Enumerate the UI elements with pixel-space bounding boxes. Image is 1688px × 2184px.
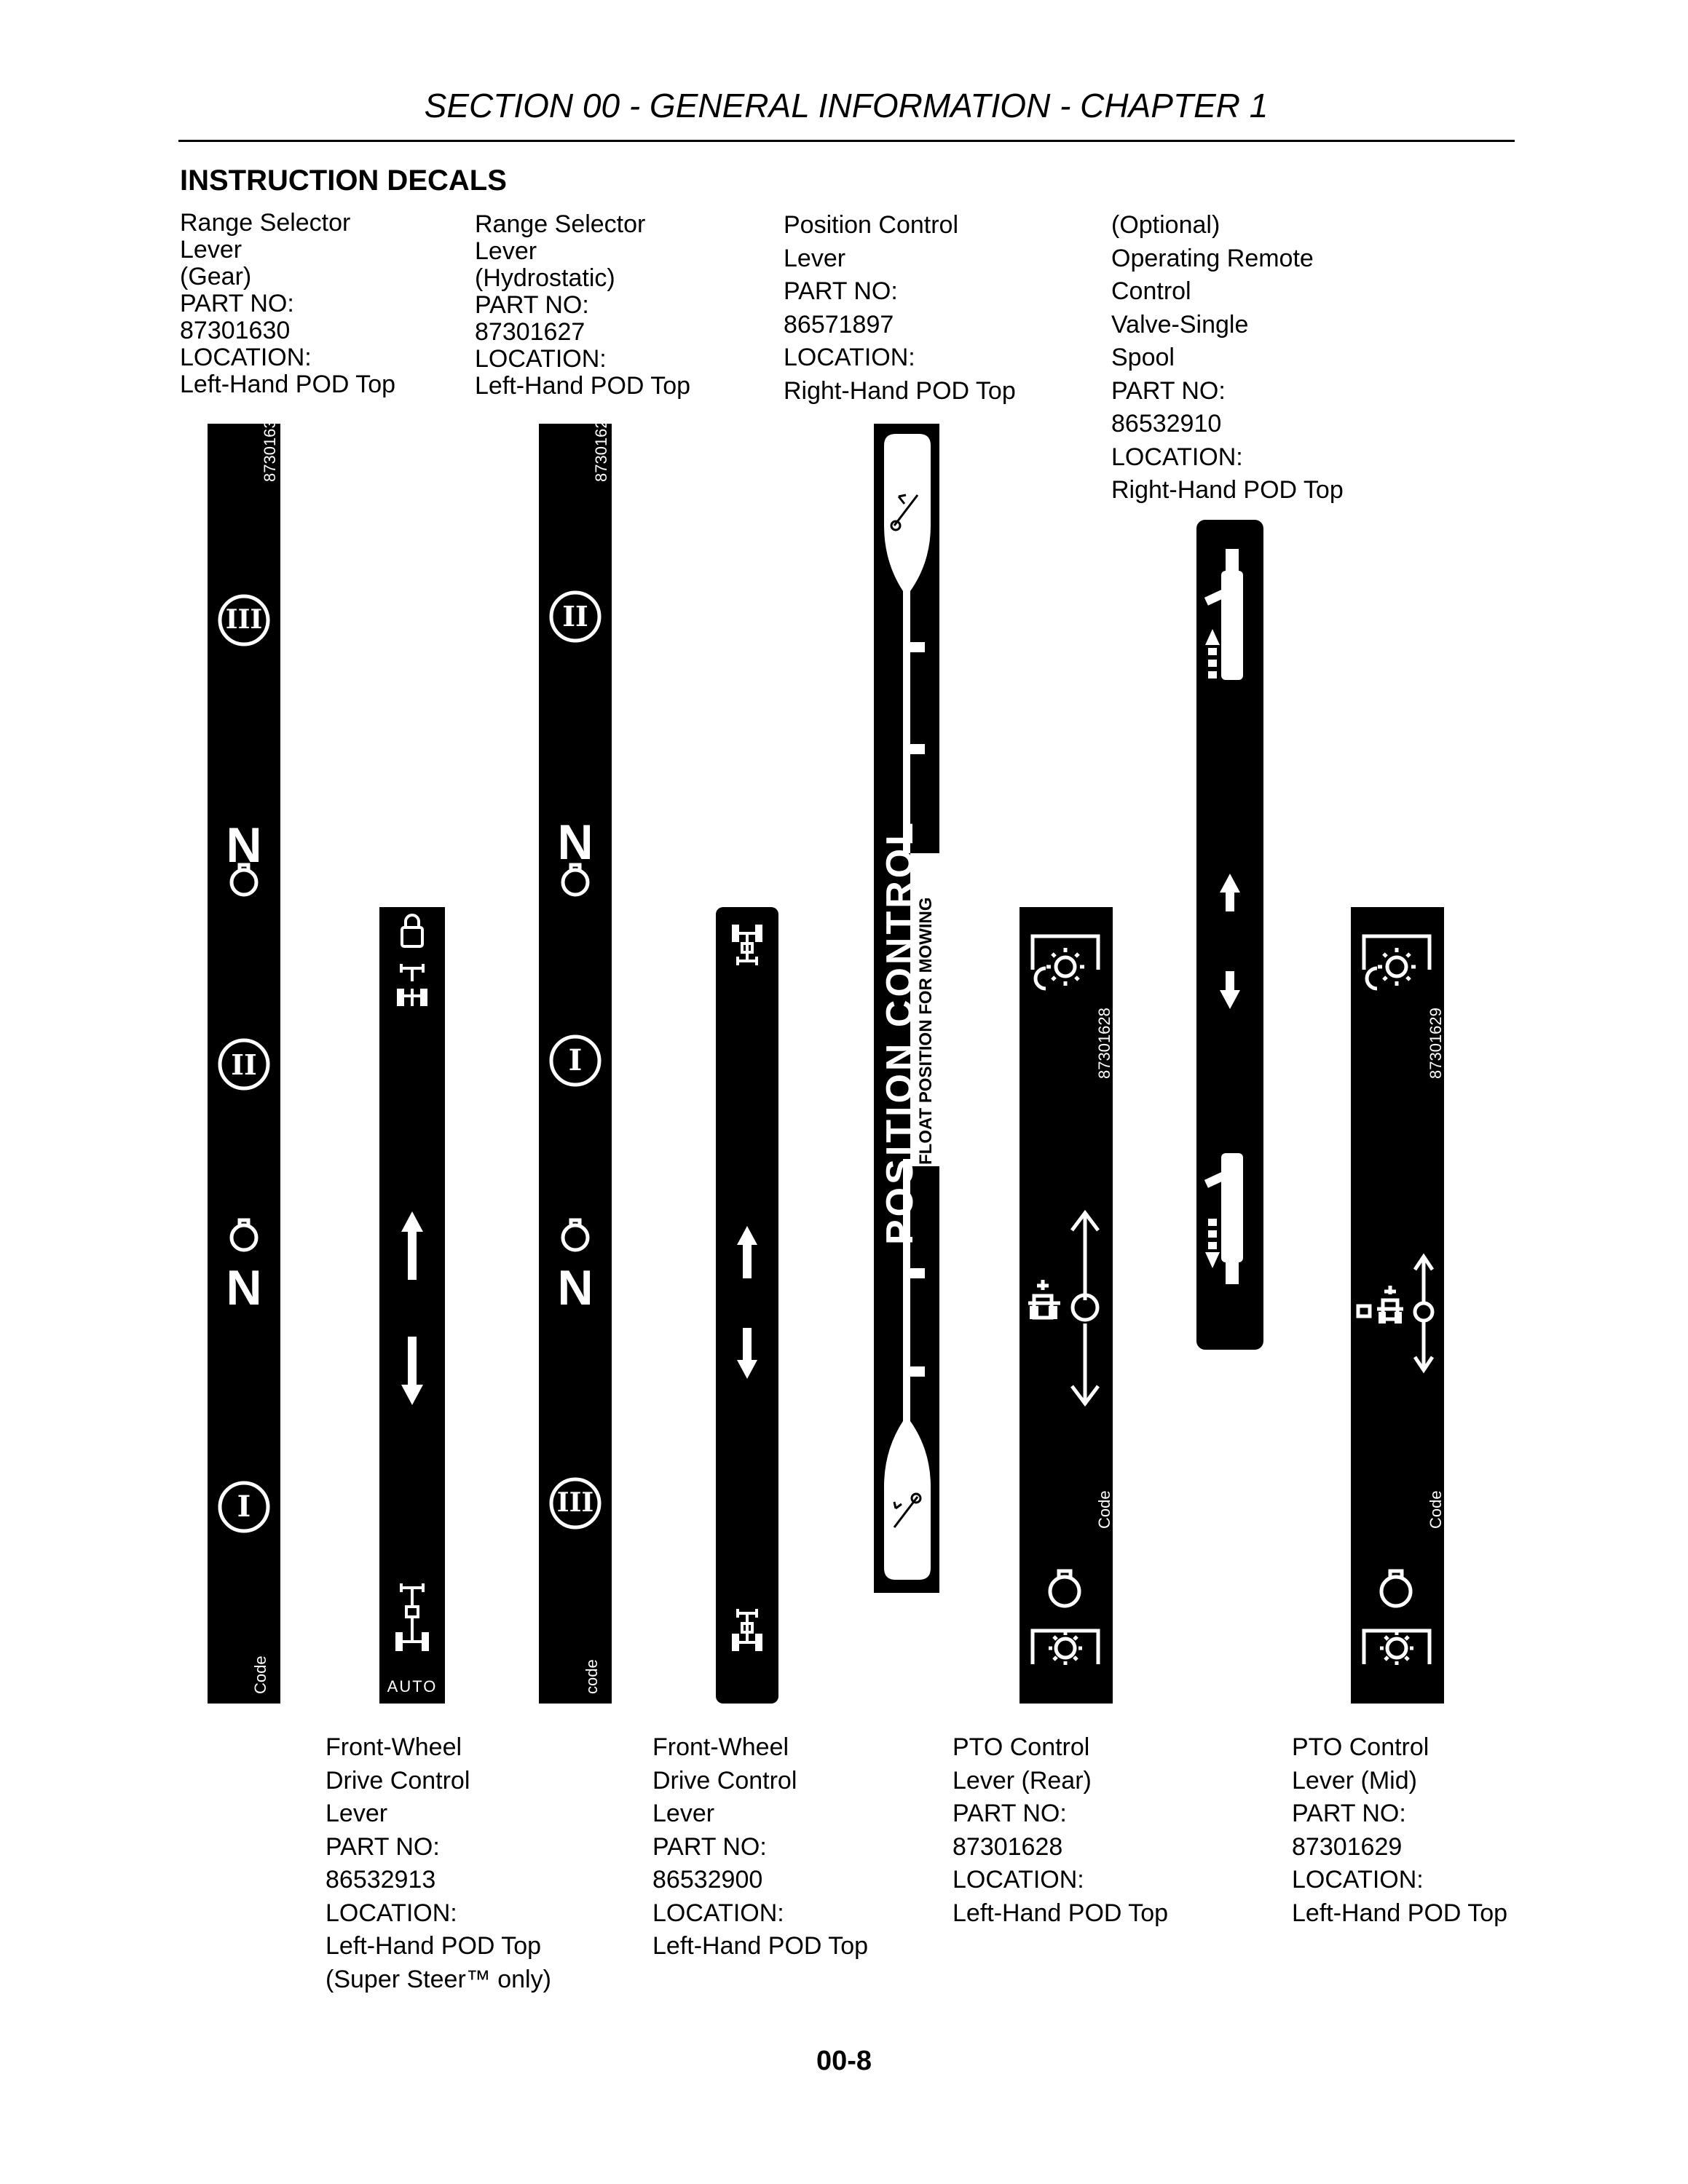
header-rule bbox=[178, 140, 1515, 142]
caption-line: (Optional) bbox=[1111, 211, 1220, 239]
position-N: N bbox=[557, 1260, 593, 1315]
caption-fwd bbox=[652, 1731, 868, 1963]
caption-line: Range Selector bbox=[180, 209, 351, 237]
decal-fwd-super-steer bbox=[379, 907, 445, 1704]
position-N: N bbox=[226, 1260, 262, 1315]
caption-line: Lever (Mid) bbox=[1292, 1766, 1417, 1795]
caption-range-selector-hydro bbox=[475, 211, 690, 400]
caption-line: Left-Hand POD Top bbox=[652, 1932, 869, 1960]
page-number: 00-8 bbox=[816, 2046, 872, 2076]
caption-line: LOCATION: bbox=[180, 344, 312, 371]
caption-line: Lever bbox=[784, 244, 846, 272]
caption-line: (Hydrostatic) bbox=[475, 264, 615, 292]
caption-fwd-super-steer bbox=[326, 1731, 551, 1996]
position-control-title: POSITION CONTROL bbox=[879, 820, 921, 1245]
position-II: II bbox=[231, 1048, 257, 1081]
caption-line: LOCATION: bbox=[784, 344, 915, 371]
caption-line: Drive Control bbox=[326, 1766, 470, 1795]
caption-line: Valve-Single bbox=[1111, 310, 1249, 339]
caption-line: LOCATION: bbox=[953, 1866, 1084, 1894]
caption-line: Left-Hand POD Top bbox=[1292, 1899, 1508, 1927]
decal-range-selector-gear bbox=[208, 419, 280, 1704]
caption-line: Drive Control bbox=[652, 1766, 797, 1795]
position-N: N bbox=[226, 818, 262, 873]
caption-line: Operating Remote bbox=[1111, 244, 1314, 272]
caption-pto-rear bbox=[953, 1731, 1168, 1930]
caption-position-control bbox=[784, 209, 1016, 408]
decal-pto-mid bbox=[1351, 907, 1444, 1704]
caption-line: LOCATION: bbox=[326, 1899, 457, 1927]
caption-line: 86571897 bbox=[784, 310, 894, 339]
caption-line: PTO Control bbox=[1292, 1733, 1429, 1761]
decal-code: Code bbox=[251, 1655, 269, 1694]
decal-graphics bbox=[379, 907, 445, 1704]
position-N: N bbox=[557, 815, 593, 870]
decal-part-number: 8730162 bbox=[592, 419, 610, 482]
caption-line: 86532900 bbox=[652, 1866, 763, 1894]
decal-code: Code bbox=[1095, 1490, 1113, 1529]
caption-line: Right-Hand POD Top bbox=[1111, 476, 1344, 504]
caption-line: 87301627 bbox=[475, 318, 585, 346]
caption-line: Lever bbox=[475, 237, 537, 265]
caption-remote-valve bbox=[1111, 209, 1344, 507]
caption-line: Lever bbox=[180, 236, 242, 264]
caption-line: Control bbox=[1111, 277, 1191, 305]
position-II: II bbox=[562, 600, 588, 633]
caption-line: Front-Wheel bbox=[652, 1733, 789, 1761]
caption-line: PART NO: bbox=[953, 1800, 1067, 1827]
decal-code: code bbox=[583, 1659, 601, 1694]
caption-line: Position Control bbox=[784, 211, 959, 239]
caption-line: LOCATION: bbox=[652, 1899, 784, 1927]
caption-line: Left-Hand POD Top bbox=[180, 371, 396, 398]
page-header: SECTION 00 - GENERAL INFORMATION - CHAPTER 1 bbox=[424, 87, 1269, 124]
caption-line: PART NO: bbox=[1111, 376, 1226, 405]
decal-pto-rear bbox=[1019, 907, 1113, 1704]
caption-line: PART NO: bbox=[180, 290, 294, 317]
caption-line: Lever (Rear) bbox=[953, 1766, 1092, 1795]
caption-line: Left-Hand POD Top bbox=[953, 1899, 1169, 1927]
position-control-subtitle: FLOAT POSITION FOR MOWING bbox=[916, 897, 936, 1165]
caption-line: 86532910 bbox=[1111, 410, 1222, 438]
caption-line: PART NO: bbox=[475, 291, 589, 319]
caption-line: 86532913 bbox=[326, 1866, 436, 1894]
caption-line: 87301630 bbox=[180, 317, 291, 344]
caption-line: Front-Wheel bbox=[326, 1733, 462, 1761]
caption-line: PART NO: bbox=[784, 277, 898, 305]
caption-line: PART NO: bbox=[326, 1832, 440, 1861]
decal-part-number: 8730163 bbox=[261, 419, 279, 482]
position-III: III bbox=[225, 604, 263, 635]
decal-code: Code bbox=[1427, 1490, 1445, 1529]
caption-line: Left-Hand POD Top bbox=[475, 372, 691, 400]
auto-label: AUTO bbox=[387, 1677, 438, 1696]
caption-line: LOCATION: bbox=[475, 345, 607, 373]
caption-line: (Super Steer™ only) bbox=[326, 1965, 551, 1993]
caption-line: Spool bbox=[1111, 344, 1175, 371]
caption-line: 87301629 bbox=[1292, 1832, 1403, 1861]
decal-graphics bbox=[1196, 520, 1263, 1350]
position-III: III bbox=[556, 1487, 594, 1518]
section-title: INSTRUCTION DECALS bbox=[180, 165, 507, 197]
caption-line: Range Selector bbox=[475, 210, 646, 238]
caption-line: PART NO: bbox=[652, 1832, 767, 1861]
decal-graphics bbox=[716, 907, 778, 1704]
caption-line: PART NO: bbox=[1292, 1800, 1406, 1827]
decal-remote-valve bbox=[1196, 520, 1263, 1350]
caption-line: LOCATION: bbox=[1111, 443, 1243, 471]
caption-line: Left-Hand POD Top bbox=[326, 1932, 542, 1960]
decal-fwd bbox=[716, 907, 778, 1704]
caption-pto-mid bbox=[1292, 1731, 1507, 1930]
caption-range-selector-gear bbox=[180, 210, 395, 398]
caption-line: Right-Hand POD Top bbox=[784, 376, 1016, 405]
decal-range-selector-hydro bbox=[539, 419, 612, 1704]
caption-line: Lever bbox=[652, 1800, 715, 1827]
decal-position-control bbox=[874, 424, 939, 1593]
caption-line: PTO Control bbox=[953, 1733, 1090, 1761]
caption-line: 87301628 bbox=[953, 1832, 1063, 1861]
caption-line: (Gear) bbox=[180, 263, 252, 290]
caption-line: LOCATION: bbox=[1292, 1866, 1424, 1894]
caption-line: Lever bbox=[326, 1800, 388, 1827]
position-I: I bbox=[237, 1489, 251, 1524]
decal-part-number: 87301628 bbox=[1095, 1008, 1113, 1079]
decal-part-number: 87301629 bbox=[1427, 1008, 1445, 1079]
position-I: I bbox=[568, 1043, 583, 1077]
